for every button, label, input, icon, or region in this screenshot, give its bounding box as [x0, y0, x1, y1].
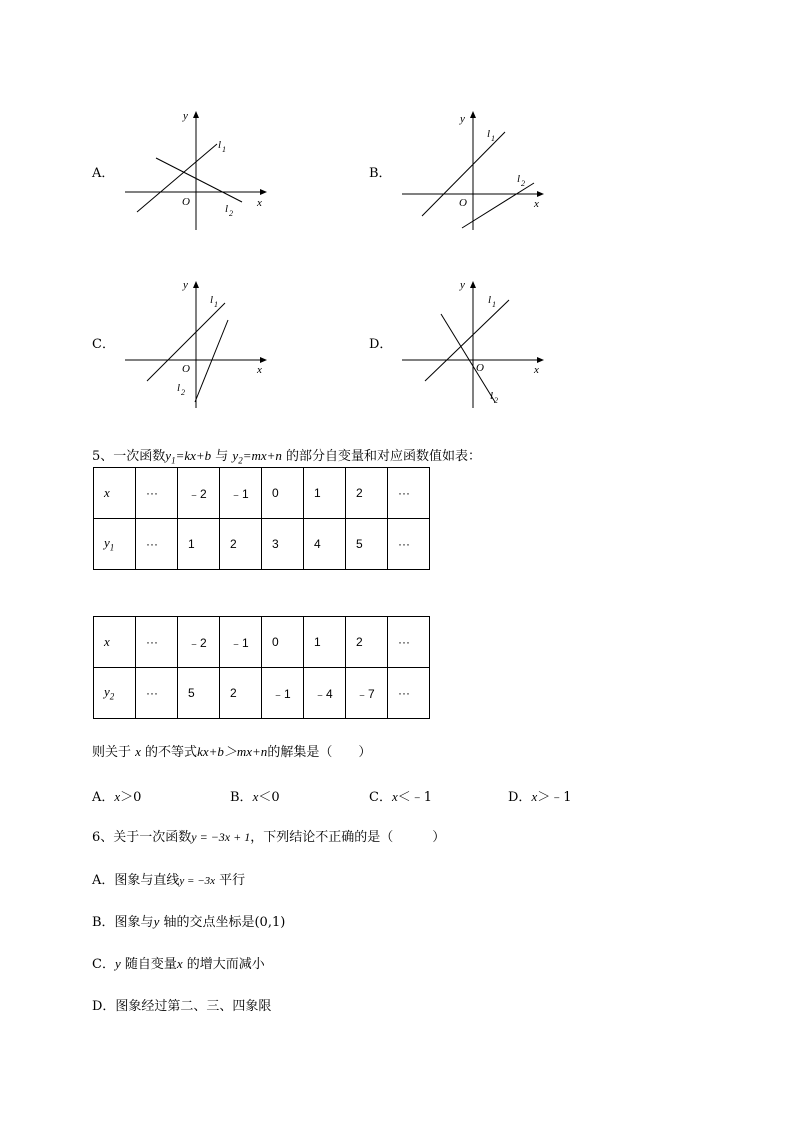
table-row — [94, 468, 430, 519]
graph-option-b — [397, 108, 547, 238]
q5-question-var: x — [135, 744, 141, 759]
option-a-label: A． — [92, 166, 115, 181]
l1-subscript: 1 — [222, 145, 226, 154]
l2-label: l — [177, 382, 181, 394]
table-cell: 2 — [220, 519, 262, 570]
q5-choice-d — [508, 786, 572, 805]
line-l2 — [195, 320, 228, 402]
q5-choice-b — [230, 786, 280, 805]
q6-function: y = −3x + 1 — [191, 830, 251, 844]
q6-option-b — [92, 911, 285, 930]
l2-subscript: 2 — [181, 388, 185, 397]
option-math-2: x — [176, 956, 183, 971]
q5-inequality: kx+b＞mx+n — [197, 744, 268, 759]
q6-option-d — [92, 995, 271, 1014]
l1-label: l — [488, 294, 492, 306]
row-head: y — [104, 535, 110, 551]
q6-option-c — [92, 953, 265, 972]
l1-subscript: 1 — [491, 134, 495, 143]
table-cell: 2 — [220, 668, 262, 719]
table-cell: ··· — [136, 468, 178, 519]
table-cell: 1 — [304, 468, 346, 519]
graph-option-c — [120, 278, 270, 408]
table-cell: ﹣4 — [304, 668, 346, 719]
l2-subscript: 2 — [494, 396, 498, 405]
y-axis-arrow — [470, 281, 476, 288]
q5-question — [92, 741, 371, 760]
row-head-sub: 2 — [109, 691, 115, 702]
q5-question-part: 的不等式 — [140, 745, 198, 760]
choice-var: x — [531, 789, 538, 804]
y-axis-arrow — [193, 281, 199, 288]
axis-y-label: y — [183, 110, 188, 122]
q5-func2-sub: 2 — [238, 455, 243, 466]
table-cell: ··· — [136, 668, 178, 719]
table-cell: x — [94, 617, 136, 668]
axis-x-label: x — [257, 197, 262, 209]
table-cell — [94, 519, 136, 570]
origin-label: O — [476, 362, 484, 374]
axis-y-label: y — [460, 279, 465, 291]
q5-question-part: 的解集是（ ） — [267, 745, 372, 760]
q5-func2-name: y — [232, 448, 239, 463]
table-cell: ··· — [136, 519, 178, 570]
option-text: D．图象经过第二、三、四象限 — [92, 999, 272, 1014]
option-text-rest-2: 的增大而减小 — [182, 957, 265, 972]
option-text-rest: 轴的交点坐标是(0,1) — [159, 915, 286, 930]
choice-rel: ＜﹣1 — [397, 790, 433, 805]
table-cell: ﹣2 — [178, 468, 220, 519]
q5-question-part: 则关于 — [92, 745, 136, 760]
q5-func1-sub: 1 — [171, 455, 176, 466]
q5-choice-c — [369, 786, 432, 805]
l2-label: l — [517, 173, 521, 185]
table-cell: ﹣1 — [262, 668, 304, 719]
option-math: y — [153, 914, 160, 929]
table-row — [94, 519, 430, 570]
l1-subscript: 1 — [214, 300, 218, 309]
choice-var: x — [391, 789, 398, 804]
graph-option-d — [397, 278, 547, 408]
option-math: y — [114, 956, 121, 971]
row-head-sub: 1 — [109, 542, 115, 553]
q5-func2-rhs: =mx+n — [242, 448, 282, 463]
table-cell: 3 — [262, 519, 304, 570]
axis-x-label: x — [534, 364, 539, 376]
q5-choice-a — [92, 786, 141, 805]
option-d-label: D． — [369, 337, 393, 352]
axis-y-label: y — [183, 279, 188, 291]
table-cell: 1 — [304, 617, 346, 668]
line-l1 — [137, 144, 217, 212]
table-cell: ··· — [388, 519, 430, 570]
table-cell: ﹣1 — [220, 468, 262, 519]
table-cell: 2 — [346, 617, 388, 668]
l1-subscript: 1 — [492, 300, 496, 309]
table-cell: 1 — [178, 519, 220, 570]
q6-option-a — [92, 869, 245, 888]
option-text-rest: 随自变量 — [120, 957, 177, 972]
option-text: A．图象与直线 — [92, 873, 180, 888]
origin-label: O — [182, 363, 190, 375]
q5-func1-name: y — [165, 448, 172, 463]
table-cell: 4 — [304, 519, 346, 570]
table-cell: ··· — [388, 617, 430, 668]
table-row — [94, 617, 430, 668]
origin-label: O — [182, 196, 190, 208]
choice-label: B． — [230, 790, 253, 805]
option-text-rest: 平行 — [215, 873, 246, 888]
table-cell — [94, 668, 136, 719]
axis-y-label: y — [460, 113, 465, 125]
table-cell: x — [94, 468, 136, 519]
option-c-label: C． — [92, 337, 115, 352]
choice-rel: ＜0 — [258, 790, 280, 805]
l1-label: l — [218, 139, 222, 151]
axis-x-label: x — [534, 198, 539, 210]
q6-suffix: ，下列结论不正确的是（ ） — [250, 830, 446, 845]
table-cell: 0 — [262, 617, 304, 668]
table-cell: 5 — [178, 668, 220, 719]
q5-mid: 与 — [211, 449, 233, 464]
table-cell: ﹣7 — [346, 668, 388, 719]
q5-stem — [92, 445, 481, 466]
x-axis-arrow — [260, 189, 267, 195]
option-math: y = −3x — [179, 875, 216, 887]
choice-label: D． — [508, 790, 532, 805]
table-cell: ··· — [136, 617, 178, 668]
origin-label: O — [459, 197, 467, 209]
graph-option-a — [120, 108, 270, 238]
choice-var: x — [114, 789, 121, 804]
y-axis-arrow — [470, 111, 476, 118]
axis-x-label: x — [257, 364, 262, 376]
line-l1 — [425, 300, 509, 381]
value-table-2 — [93, 616, 430, 719]
value-table-1 — [93, 467, 430, 570]
q6-stem — [92, 826, 445, 845]
x-axis-arrow — [537, 357, 544, 363]
table-cell: ﹣2 — [178, 617, 220, 668]
table-cell: 0 — [262, 468, 304, 519]
q5-suffix: 的部分自变量和对应函数值如表： — [281, 449, 482, 464]
l2-label: l — [490, 390, 494, 402]
l2-label: l — [225, 203, 229, 215]
choice-var: x — [252, 789, 259, 804]
x-axis-arrow — [260, 357, 267, 363]
option-b-label: B． — [369, 166, 392, 181]
l1-label: l — [210, 294, 214, 306]
l2-subscript: 2 — [229, 209, 233, 218]
table-cell: 5 — [346, 519, 388, 570]
table-cell: 2 — [346, 468, 388, 519]
option-text: B．图象与 — [92, 915, 154, 930]
table-cell: ﹣1 — [220, 617, 262, 668]
table-cell: ··· — [388, 468, 430, 519]
choice-rel: ＞0 — [120, 790, 142, 805]
table-row — [94, 668, 430, 719]
row-head: y — [104, 684, 110, 700]
option-text: C． — [92, 957, 115, 972]
q5-prefix: 5、一次函数 — [92, 449, 166, 464]
q6-prefix: 6、关于一次函数 — [92, 830, 192, 845]
choice-rel: ＞﹣1 — [537, 790, 572, 805]
x-axis-arrow — [537, 191, 544, 197]
choice-label: A． — [92, 790, 115, 805]
table-cell: ··· — [388, 668, 430, 719]
q5-func1-rhs: =kx+b — [175, 448, 212, 463]
y-axis-arrow — [193, 111, 199, 118]
l2-subscript: 2 — [521, 179, 525, 188]
choice-label: C． — [369, 790, 392, 805]
line-l2 — [156, 158, 242, 202]
l1-label: l — [487, 128, 491, 140]
